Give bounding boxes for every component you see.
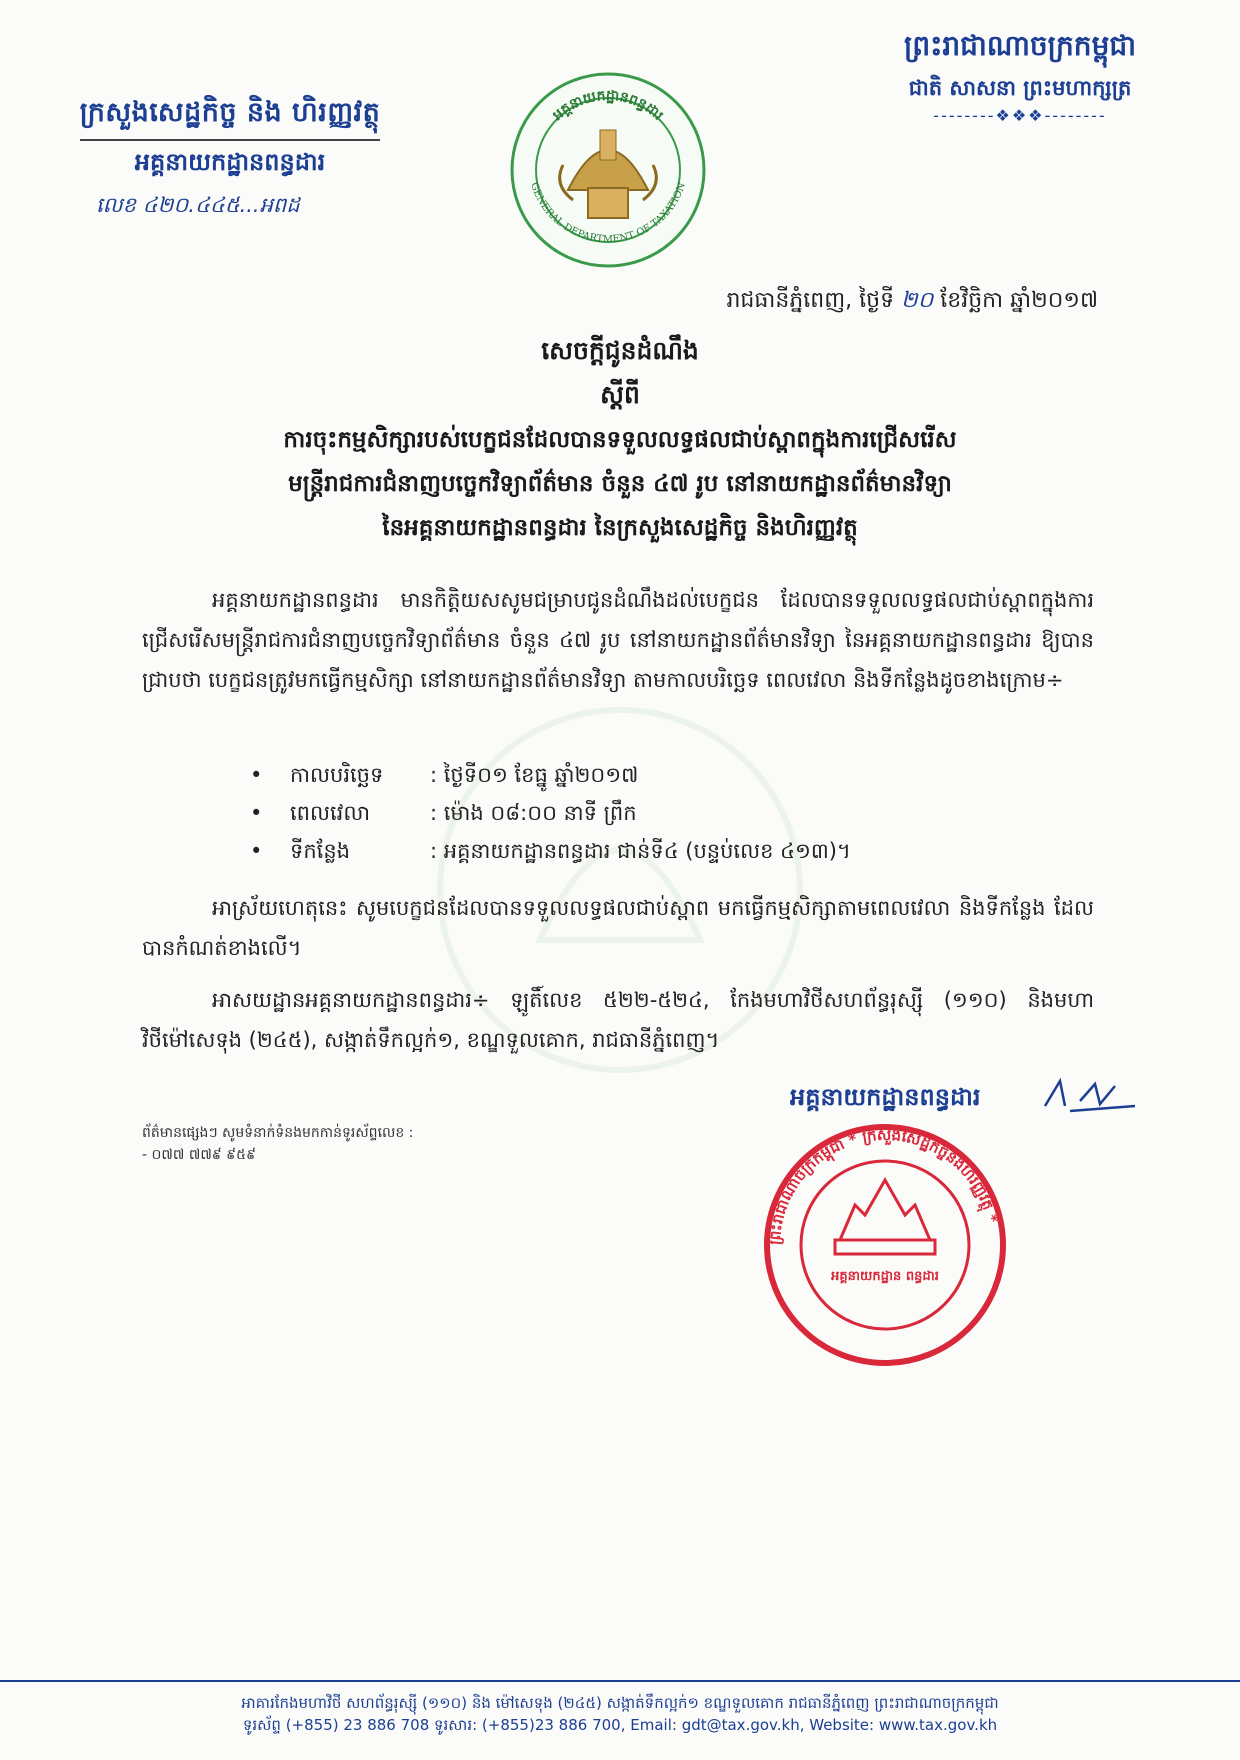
contact-note: ព័ត៌មានផ្សេងៗ សូមទំនាក់ទំនងមកកាន់ទូរស័ព្ទលេខ :: [142, 1125, 414, 1141]
subject-line-1: ការចុះកម្មសិក្សារបស់បេក្ខជនដែលបានទទួលលទ្ធផលជាប់ស្ពាពក្នុងការជ្រើសរើស: [283, 427, 957, 453]
paragraph-request: អាស្រ័យហេតុនេះ សូមបេក្ខជនដែលបានទទួលលទ្ធផលជាប់ស្ពាព មកធ្វើកម្មសិក្សាតាមពេលវេលា និងទីកន្លែង ដែលបានកំណត់ខាងលើ។: [142, 896, 1094, 960]
schedule-label: ទីកន្លែង: [290, 839, 350, 863]
bullet: •: [250, 801, 263, 825]
stamp-outer-text: ព្រះរាជាណាចក្រកម្ពុជា * ក្រសួងសេដ្ឋកិច្ចនិងហិរញ្ញវត្ថុ *: [765, 1125, 1002, 1246]
ministry-name: ក្រសួងសេដ្ឋកិច្ច និង ហិរញ្ញវត្ថុ: [79, 97, 381, 128]
contact-phone: - ០៧៧ ៧៧៩ ៩៥៩: [142, 1147, 256, 1163]
list-item: [250, 832, 851, 870]
notice-subject-label: ស្តីពី: [600, 380, 640, 409]
contact-info: [142, 1122, 413, 1166]
date-line: [726, 286, 1098, 318]
logo-title: អគ្គនាយកដ្ឋានពន្ធដារ: [549, 87, 667, 124]
stamp-inner-text: អគ្គនាយកដ្ឋាន ពន្ធដារ: [831, 1269, 939, 1284]
schedule-label: កាលបរិច្ឆេទ: [290, 763, 384, 787]
footer-address: អាគារកែងមហាវិថី សហព័ន្ធរុស្ស៊ី (១១០) និង ម៉ៅសេទុង (២៤៥) សង្កាត់ទឹកល្អក់១ ខណ្ឌទួលគោក រាជធានីភ្នំពេញ ព្រះរាជាណាចក្រកម្ពុជា: [241, 1694, 999, 1712]
list-item: [250, 794, 851, 832]
date-year: ឆ្នាំ២០១៧: [1010, 288, 1098, 313]
notice-subject: [0, 418, 1240, 550]
schedule-list: [250, 756, 851, 870]
schedule-value: : អគ្គនាយកដ្ឋានពន្ធដារ ជាន់ទី៤ (បន្ទប់លេខ ៤១៣)។: [430, 839, 851, 863]
paragraph-address: អាសយដ្ឋានអគ្គនាយកដ្ឋានពន្ធដារ÷ ឡូតិ៍លេខ ៥២២-៥២៤, កែងមហាវិថីសហព័ន្ធរុស្ស៊ី (១១០) និងមហាវិថីម៉ៅសេទុង (២៤៥), សង្កាត់ទឹកល្អក់១, ខណ្ឌទួលគោក, រាជធានីភ្នំពេញ។: [142, 988, 1094, 1052]
bullet: •: [250, 763, 263, 787]
list-item: [250, 756, 851, 794]
department-name: អគ្គនាយកដ្ឋានពន្ធដារ: [134, 148, 326, 176]
schedule-value: : ថ្ងៃទី០១ ខែធ្នូ ឆ្នាំ២០១៧: [430, 763, 639, 787]
paragraph-announcement: អគ្គនាយកដ្ឋានពន្ធដារ មានកិត្តិយសសូមជម្រាបជូនដំណឹងដល់បេក្ខជន ដែលបានទទួលលទ្ធផលជាប់ស្ពាពក្នុងការជ្រើសរើសមន្ត្រីរាជការជំនាញបច្ចេកវិទ្យាព័ត៌មាន ចំនួន ៤៧ រូប នៅនាយកដ្ឋានព័ត៌មានវិទ្យា នៃអគ្គនាយកដ្ឋានពន្ធដារ ឱ្យបានជ្រាបថា បេក្ខជនត្រូវមកធ្វើកម្មសិក្សា នៅនាយកដ្ឋានព័ត៌មានវិទ្យា តាមកាលបរិច្ឆេទ ពេលវេលា និងទីកន្លែងដូចខាងក្រោម÷: [142, 588, 1094, 692]
notice-title: សេចក្តីជូនដំណឹង: [541, 336, 699, 365]
subject-line-2: មន្ត្រីរាជការជំនាញបច្ចេកវិទ្យាព័ត៌មាន ចំនួន ៤៧ រូប នៅនាយកដ្ឋានព័ត៌មានវិទ្យា: [288, 471, 952, 497]
schedule-label: ពេលវេលា: [290, 801, 370, 825]
date-day: ២០: [901, 288, 934, 313]
signer-title: អគ្គនាយកដ្ឋានពន្ធដារ: [790, 1083, 981, 1111]
bullet: •: [250, 839, 263, 863]
date-prefix: រាជធានីភ្នំពេញ, ថ្ងៃទី: [726, 288, 895, 313]
signature-icon: [1040, 1076, 1140, 1116]
national-motto: ជាតិ សាសនា ព្រះមហាក្សត្រ: [908, 76, 1132, 100]
footer: [0, 1680, 1240, 1736]
date-month: ខែវិច្ឆិកា: [940, 288, 1004, 313]
official-stamp-icon: [760, 1120, 1010, 1370]
footer-contacts: ទូរស័ព្ទ (+855) 23 886 708 ទូរសារ: (+855)23 886 700, Email: gdt@tax.gov.kh, Website: www.tax.gov.kh: [242, 1716, 998, 1734]
logo-english-text: GENERAL DEPARTMENT OF TAXATION: [528, 181, 688, 246]
kingdom-name: ព្រះរាជាណាចក្រកម្ពុជា: [903, 29, 1136, 62]
subject-line-3: នៃអគ្គនាយកដ្ឋានពន្ធដារ នៃក្រសួងសេដ្ឋកិច្ច និងហិរញ្ញវត្ថុ: [382, 515, 858, 541]
header-left: [40, 96, 420, 182]
ornament-divider: --------❖❖❖--------: [933, 106, 1107, 125]
header-rule: [80, 139, 380, 141]
department-logo-icon: [508, 70, 708, 270]
reference-number: លេខ ៤២០.៤៤៥...អពដ: [96, 193, 300, 217]
header-right: [840, 28, 1200, 125]
schedule-value: : ម៉ោង ០៨:០០ នាទី ព្រឹក: [430, 801, 637, 825]
